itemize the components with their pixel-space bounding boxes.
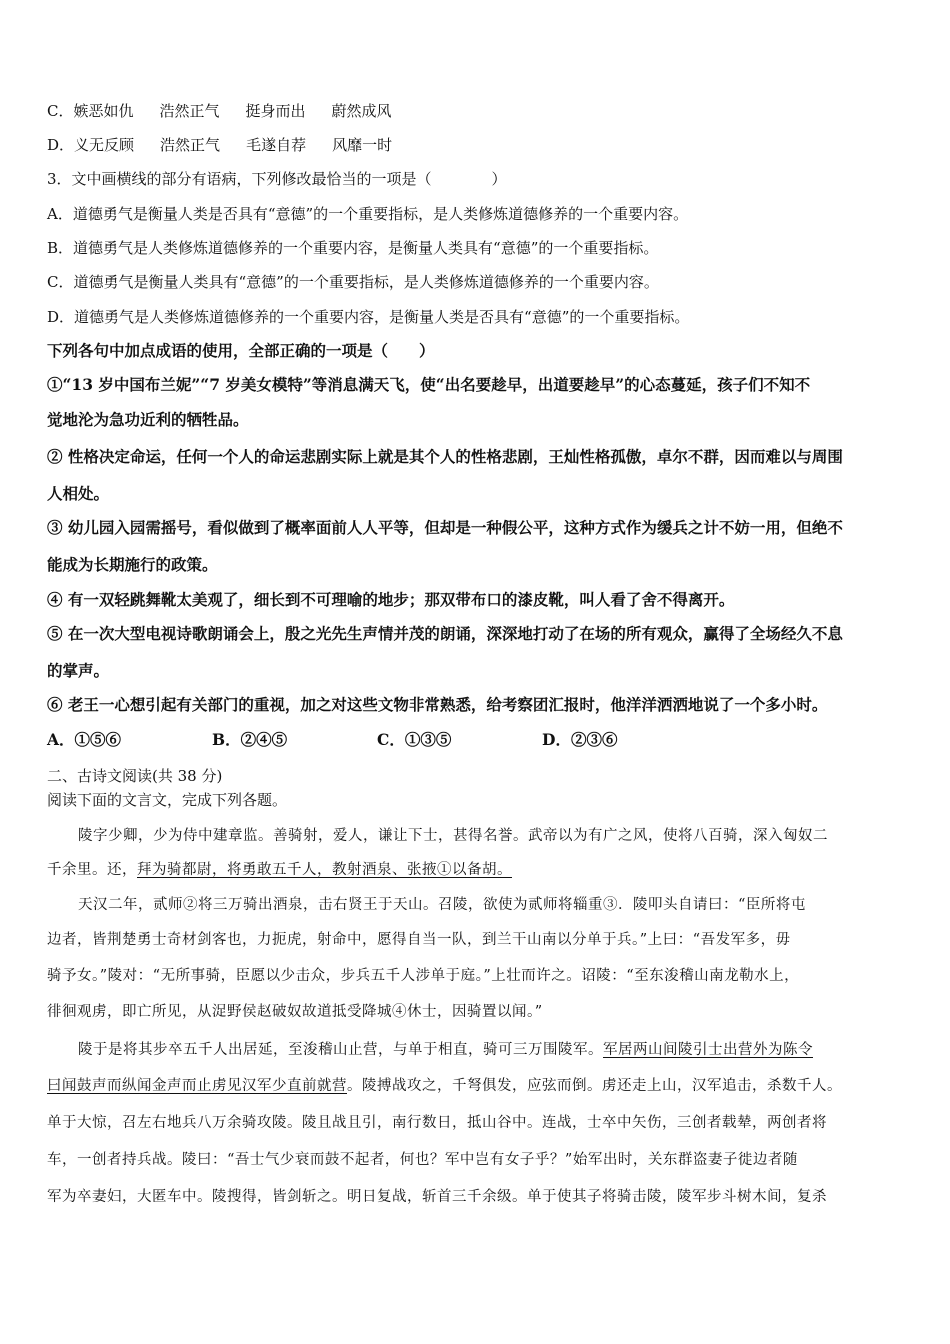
question-3-option-a: A．道德勇气是衡量人类是否具有“意德”的一个重要指标，是人类修炼道德修养的一个重要内容。 bbox=[47, 205, 689, 223]
passage-text: 千余里。还， bbox=[47, 862, 137, 878]
option-item: 义无反顾 bbox=[74, 136, 135, 154]
question-4-choices bbox=[47, 730, 707, 750]
passage-line: 天汉二年，贰师②将三万骑出酒泉，击右贤王于天山。召陵，欲使为贰师将辎重③．陵叩头自请曰：“臣所将屯 bbox=[78, 897, 806, 913]
question-3-stem: 3．文中画横线的部分有语病，下列修改最恰当的一项是（ ） bbox=[47, 170, 507, 188]
question-4-line: ④ 有一双轻跳舞靴太美观了，细长到不可理喻的地步；那双带布口的漆皮靴，叫人看了舍不得离开。 bbox=[47, 590, 735, 609]
underlined-sentence: 军居两山间陵引士出营外为陈令 bbox=[603, 1042, 813, 1058]
passage-text: 。陵搏战攻之，千弩俱发，应弦而倒。虏还走上山，汉军追击，杀数千人。 bbox=[347, 1078, 842, 1094]
option-item: 风靡一时 bbox=[332, 136, 393, 154]
underlined-sentence: 拜为骑都尉，将勇敢五千人，教射酒泉、张掖①以备胡。 bbox=[137, 862, 512, 878]
question-4-line: 觉地沦为急功近利的牺牲品。 bbox=[47, 410, 249, 429]
question-4-line: 能成为长期施行的政策。 bbox=[47, 555, 218, 574]
choice-d: D．②③⑥ bbox=[542, 730, 618, 749]
section-2-intro: 阅读下面的文言文，完成下列各题。 bbox=[47, 791, 288, 809]
passage-line: 骑予女。”陵对：“无所事骑，臣愿以少击众，步兵五千人涉单于庭。”上壮而许之。诏陵：“至东浚稽山南龙勒水上， bbox=[47, 968, 800, 984]
underlined-sentence: 曰闻鼓声而纵闻金声而止虏见汉军少直前就营 bbox=[47, 1078, 347, 1094]
question-3-option-d: D．道德勇气是人类修炼道德修养的一个重要内容，是衡量人类是否具有“意德”的一个重要指标。 bbox=[47, 308, 690, 326]
option-label: D． bbox=[47, 136, 75, 154]
question-4-line: ①“13 岁中国布兰妮”“7 岁美女模特”等消息满天飞，使“出名要趁早，出道要趁早”的心态蔓延，孩子们不知不 bbox=[47, 375, 811, 394]
section-2-title: 二、古诗文阅读(共 38 分) bbox=[47, 767, 223, 785]
option-d-row bbox=[47, 135, 392, 155]
passage-line bbox=[47, 860, 909, 880]
question-4-line: 的掌声。 bbox=[47, 661, 110, 680]
question-4-stem: 下列各句中加点成语的使用，全部正确的一项是（ ） bbox=[47, 341, 435, 360]
choice-b: B．②④⑤ bbox=[212, 730, 288, 749]
passage-line: 陵字少卿，少为侍中建章监。善骑射，爱人，谦让下士，甚得名誉。武帝以为有广之风，使将八百骑，深入匈奴二 bbox=[78, 828, 828, 844]
passage-text: 陵于是将其步卒五千人出居延，至浚稽山止营，与单于相直，骑可三万围陵军。 bbox=[78, 1042, 603, 1058]
option-label: C． bbox=[47, 102, 74, 120]
passage-line: 单于大惊，召左右地兵八万余骑攻陵。陵且战且引，南行数日，抵山谷中。连战，士卒中矢伤，三创者载辇，两创者将 bbox=[47, 1115, 827, 1131]
question-4-line: 人相处。 bbox=[47, 484, 110, 503]
option-item: 毛遂自荐 bbox=[246, 136, 307, 154]
question-4-line: ⑥ 老王一心想引起有关部门的重视，加之对这些文物非常熟悉，给考察团汇报时，他洋洋洒洒地说了一个多小时。 bbox=[47, 695, 828, 714]
passage-line: 军为卒妻妇，大匿车中。陵搜得，皆剑斩之。明日复战，斩首三千余级。单于使其子将骑击陵，陵军步斗树木间，复杀 bbox=[47, 1189, 827, 1205]
choice-a: A．①⑤⑥ bbox=[47, 730, 122, 749]
option-c-row bbox=[47, 101, 392, 121]
option-item: 浩然正气 bbox=[160, 136, 221, 154]
question-4-line: ⑤ 在一次大型电视诗歌朗诵会上，殷之光先生声情并茂的朗诵，深深地打动了在场的所有观众，赢得了全场经久不息 bbox=[47, 624, 843, 643]
option-item: 浩然正气 bbox=[159, 102, 220, 120]
option-item: 蔚然成风 bbox=[331, 102, 392, 120]
option-item: 挺身而出 bbox=[245, 102, 306, 120]
question-3-option-c: C．道德勇气是衡量人类具有“意德”的一个重要指标，是人类修炼道德修养的一个重要内容。 bbox=[47, 273, 659, 291]
question-4-line: ② 性格决定命运，任何一个人的命运悲剧实际上就是其个人的性格悲剧，王灿性格孤傲，卓尔不群，因而难以与周围 bbox=[47, 447, 843, 466]
question-4-line: ③ 幼儿园入园需摇号，看似做到了概率面前人人平等，但却是一种假公平，这种方式作为缓兵之计不妨一用，但绝不 bbox=[47, 518, 843, 537]
passage-line bbox=[78, 1040, 908, 1060]
passage-line: 边者，皆荆楚勇士奇材剑客也，力扼虎，射命中，愿得自当一队，到兰干山南以分单于兵。”上曰：“吾发军多，毋 bbox=[47, 932, 791, 948]
question-3-option-b: B．道德勇气是人类修炼道德修养的一个重要内容，是衡量人类具有“意德”的一个重要指标。 bbox=[47, 239, 659, 257]
option-item: 嫉恶如仇 bbox=[73, 102, 134, 120]
passage-line bbox=[47, 1076, 909, 1096]
passage-line: 徘徊观虏，即亡所见，从浞野侯赵破奴故道抵受降城④休士，因骑置以闻。” bbox=[47, 1004, 543, 1020]
choice-c: C．①③⑤ bbox=[377, 730, 452, 749]
passage-line: 车，一创者持兵战。陵曰：“吾士气少衰而鼓不起者，何也？军中岂有女子乎？”始军出时，关东群盗妻子徙边者随 bbox=[47, 1152, 798, 1168]
